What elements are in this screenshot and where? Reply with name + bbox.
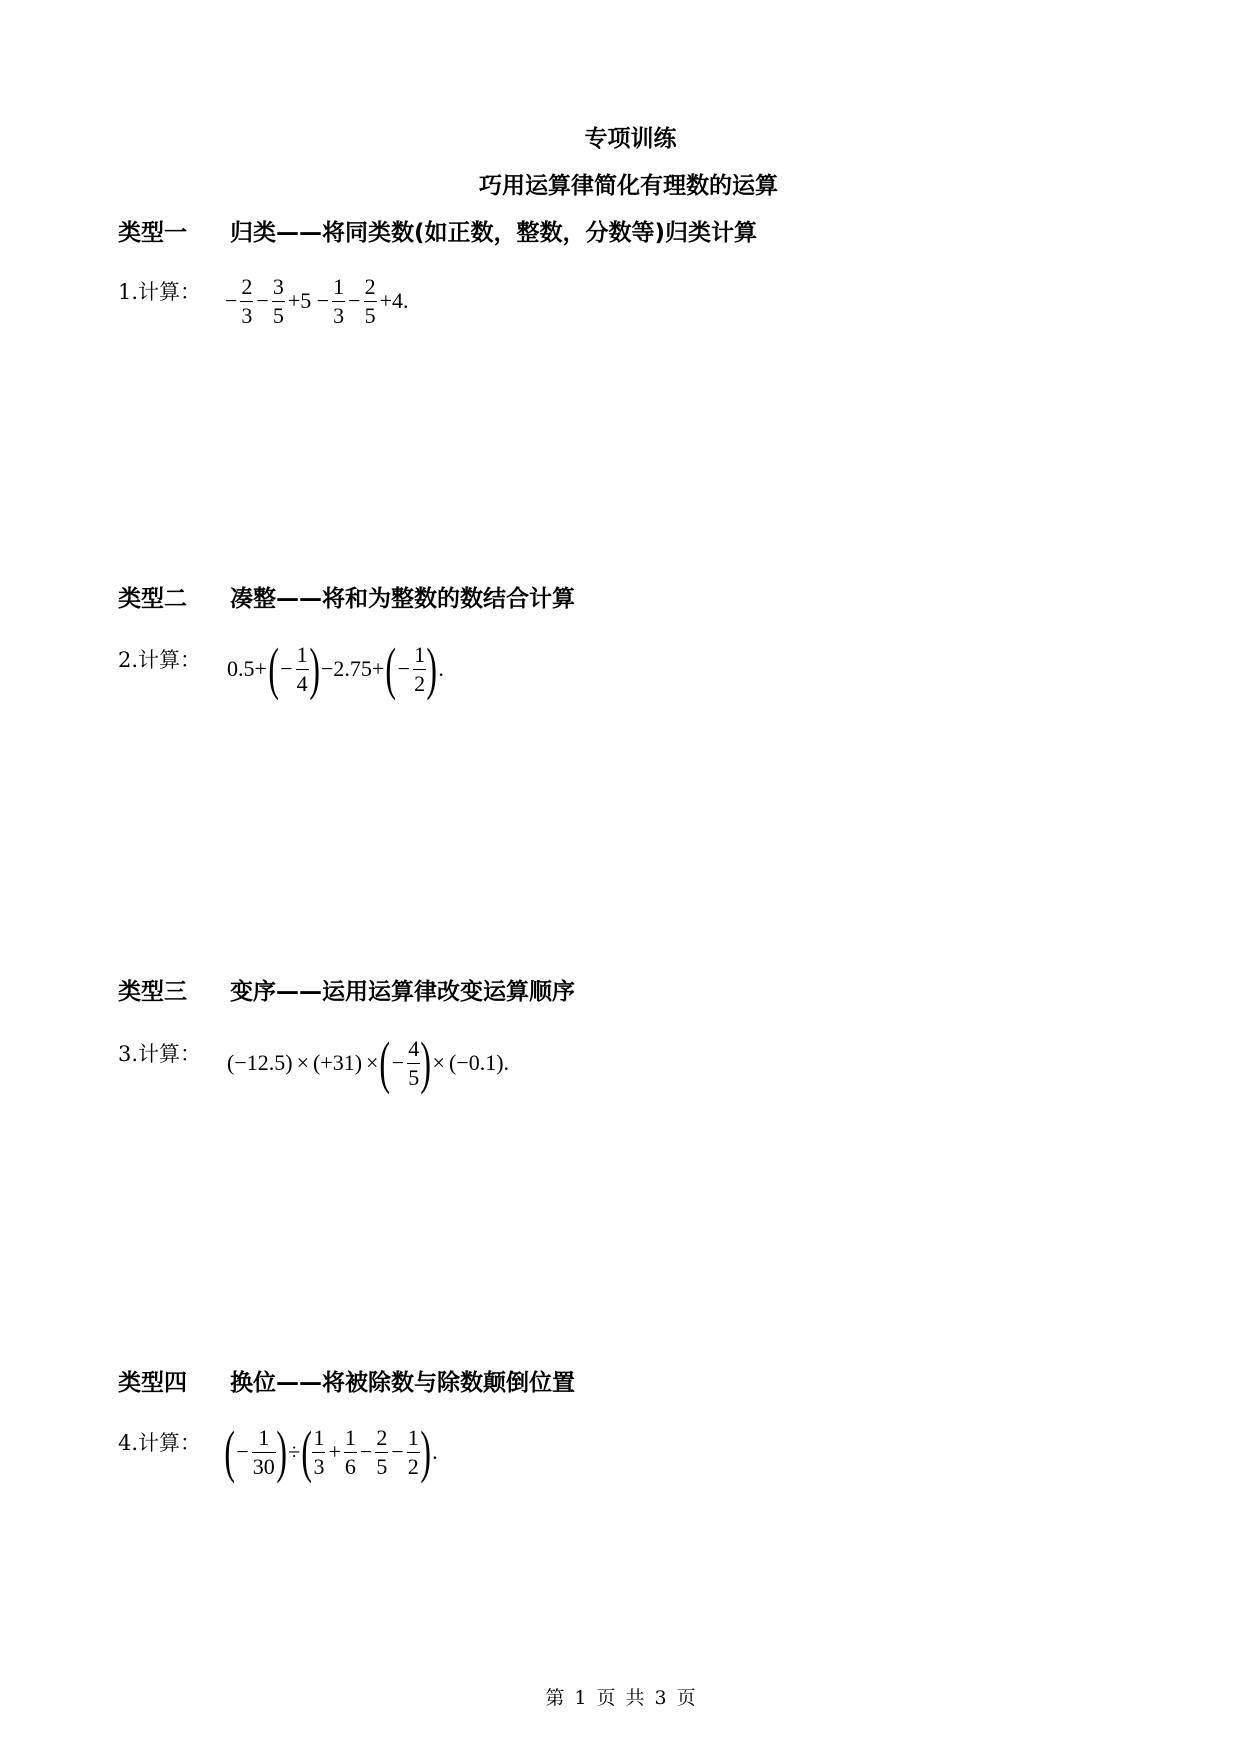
numerator: 1 (333, 273, 345, 299)
denominator: 3 (313, 1453, 325, 1479)
denominator: 2 (407, 1453, 419, 1479)
page-subtitle: 巧用运算律简化有理数的运算 (479, 173, 778, 199)
period: . (438, 656, 444, 681)
fraction (407, 1035, 420, 1090)
minus-sign: − (359, 1439, 373, 1464)
numerator: 1 (313, 1424, 325, 1450)
fraction (252, 1424, 276, 1479)
times-sign: × (296, 1050, 309, 1075)
fraction (296, 641, 309, 696)
minus-sign: − (280, 656, 293, 681)
question-label: 2.计算： (118, 648, 202, 672)
math-expression (223, 266, 411, 336)
numerator: 2 (376, 1424, 388, 1450)
minus-sign: − (391, 1439, 404, 1464)
left-paren: ( (268, 636, 279, 701)
numerator: 1 (414, 641, 426, 667)
term: −2.75+ (321, 656, 385, 681)
section-heading-4 (118, 1364, 575, 1397)
denominator: 6 (344, 1453, 356, 1479)
minus-sign: − (391, 1050, 405, 1075)
right-paren: ) (276, 1419, 287, 1484)
section-type: 类型四 (118, 1370, 187, 1396)
section-description: 换位——将被除数与除数颠倒位置 (230, 1370, 575, 1396)
numerator: 2 (241, 273, 253, 299)
fraction (413, 641, 426, 696)
term: (+31) (312, 1050, 363, 1075)
section-type: 类型二 (118, 586, 187, 612)
fraction (240, 273, 253, 328)
numerator: 3 (272, 273, 284, 299)
left-paren: ( (224, 1419, 235, 1484)
math-expression (225, 1417, 440, 1487)
section-description: 凑整——将和为整数的数结合计算 (230, 586, 575, 612)
term: (−0.1). (448, 1050, 510, 1075)
minus-sign: − (256, 288, 269, 313)
term: (−12.5) (227, 1050, 293, 1075)
section-heading-3 (118, 973, 575, 1006)
numerator: 4 (408, 1035, 420, 1061)
left-paren: ( (301, 1419, 313, 1484)
operator-term: +5 − (287, 288, 330, 313)
numerator: 1 (407, 1424, 419, 1450)
right-paren: ) (420, 1030, 432, 1095)
period: . (432, 1439, 438, 1464)
section-heading-2 (118, 580, 575, 613)
question-label: 4.计算： (118, 1431, 202, 1455)
page-title: 专项训练 (584, 126, 677, 152)
minus-sign: − (236, 1439, 249, 1464)
minus-sign: − (225, 288, 238, 313)
numerator: 1 (344, 1424, 356, 1450)
numerator: 1 (296, 641, 308, 667)
left-paren: ( (385, 636, 397, 701)
right-paren: ) (420, 1419, 431, 1484)
denominator: 4 (296, 670, 308, 696)
page-footer: 第 1 页 共 3 页 (545, 1687, 696, 1709)
fraction (332, 273, 345, 328)
section-description: 变序——运用运算律改变运算顺序 (230, 979, 575, 1005)
section-heading-1 (118, 214, 757, 247)
fraction (375, 1424, 388, 1479)
question-label: 3.计算： (118, 1042, 202, 1066)
right-paren: ) (426, 636, 438, 701)
denominator: 5 (364, 302, 376, 328)
denominator: 5 (272, 302, 284, 328)
denominator: 3 (333, 302, 345, 328)
math-expression (225, 634, 446, 704)
fraction (344, 1424, 357, 1479)
denominator: 3 (241, 302, 253, 328)
plus-sign: + (328, 1439, 341, 1464)
section-type: 类型三 (118, 979, 187, 1005)
term: 0.5+ (227, 656, 267, 681)
times-sign: × (432, 1050, 445, 1075)
question-label: 1.计算： (118, 280, 202, 304)
section-type: 类型一 (118, 220, 187, 246)
numerator: 1 (258, 1424, 270, 1450)
denominator: 30 (252, 1453, 275, 1479)
denominator: 5 (408, 1064, 420, 1090)
fraction (407, 1424, 420, 1479)
math-expression (225, 1028, 511, 1098)
right-paren: ) (309, 636, 320, 701)
numerator: 2 (364, 273, 376, 299)
section-description: 归类——将同类数(如正数，整数，分数等)归类计算 (230, 220, 758, 246)
left-paren: ( (379, 1030, 391, 1095)
denominator: 5 (376, 1453, 388, 1479)
minus-sign: − (348, 288, 361, 313)
fraction (364, 273, 377, 328)
denominator: 2 (414, 670, 426, 696)
fraction (312, 1424, 325, 1479)
minus-sign: − (397, 656, 411, 681)
divide-sign: ÷ (288, 1439, 301, 1464)
times-sign: × (366, 1050, 379, 1075)
fraction (272, 273, 285, 328)
operator-term: +4. (379, 288, 409, 313)
